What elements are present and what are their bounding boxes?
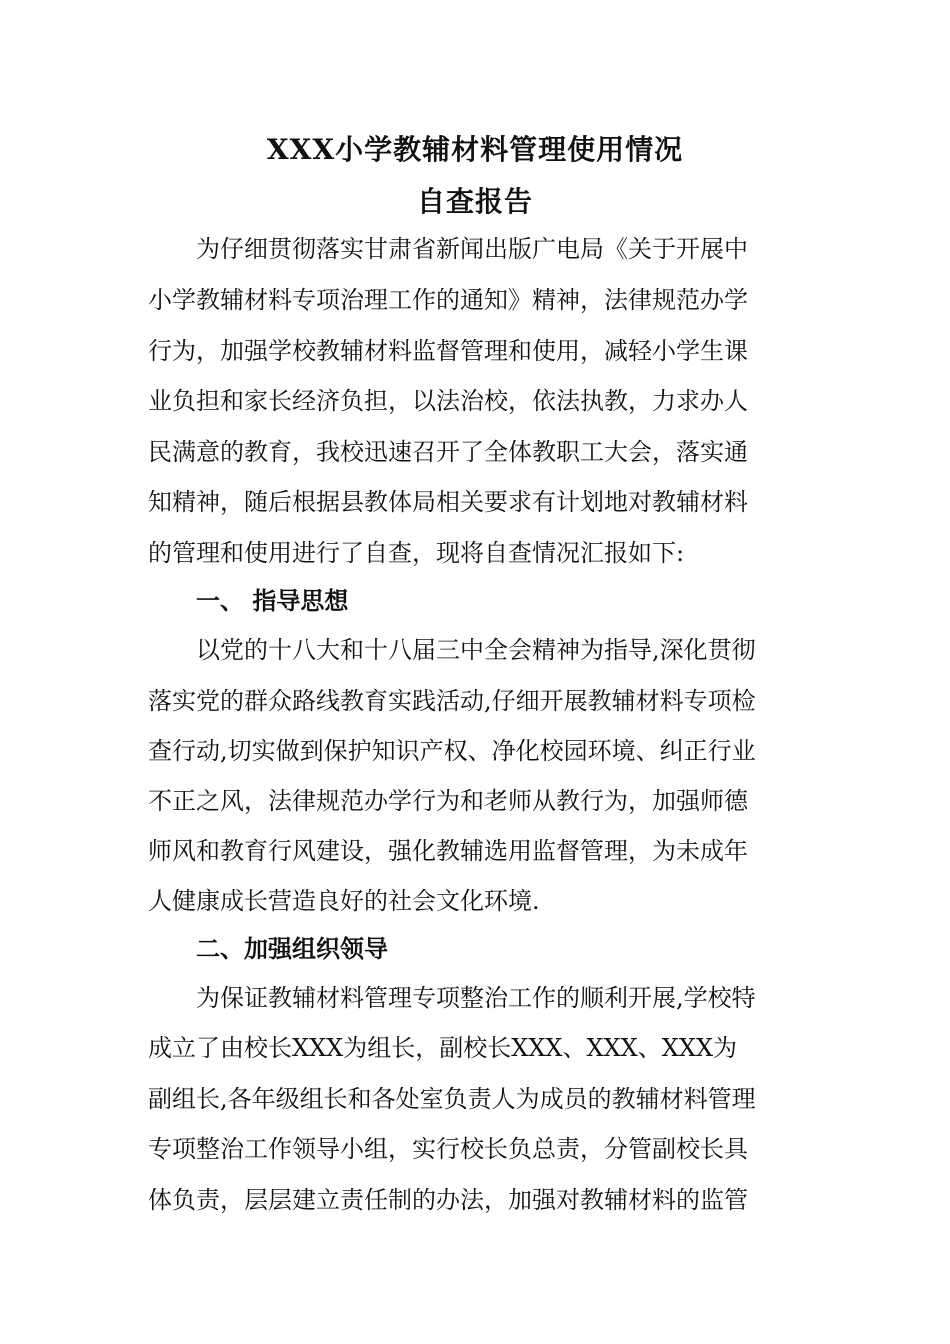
section-line: 体负责，层层建立责任制的办法，加强对教辅材料的监管 [148,1186,748,1214]
section-line: 不正之风，法律规范办学行为和老师从教行为，加强师德 [148,787,748,815]
section-line: 成立了由校长XXX为组长，副校长XXX、XXX、XXX为 [148,1034,738,1062]
section-line: 以党的十八大和十八届三中全会精神为指导,深化贯彻 [196,636,756,664]
intro-line: 知精神，随后根据县教体局相关要求有计划地对教辅材料 [148,488,748,516]
section-line: 副组长,各年级组长和各处室负责人为成员的教辅材料管理 [148,1085,756,1113]
intro-line: 为仔细贯彻落实甘肃省新闻出版广电局《关于开展中 [196,235,748,263]
section-line: 专项整治工作领导小组，实行校长负总责，分管副校长具 [148,1135,748,1163]
intro-line: 的管理和使用进行了自查，现将自查情况汇报如下: [148,539,685,567]
section-heading: 二、加强组织领导 [196,934,388,963]
intro-line: 小学教辅材料专项治理工作的通知》精神，法律规范办学 [148,286,748,314]
intro-line: 民满意的教育，我校迅速召开了全体教职工大会，落实通 [148,438,748,466]
intro-line: 业负担和家长经济负担，以法治校，依法执教，力求办人 [148,387,748,415]
section-line: 人健康成长营造良好的社会文化环境. [148,887,540,915]
document-title: XXX小学教辅材料管理使用情况 [266,133,684,166]
section-line: 为保证教辅材料管理专项整治工作的顺利开展,学校特 [196,984,756,1012]
section-line: 落实党的群众路线教育实践活动,仔细开展教辅材料专项检 [148,687,756,715]
section-line: 师风和教育行风建设，强化教辅选用监督管理，为未成年 [148,837,748,865]
section-line: 查行动,切实做到保护知识产权、净化校园环境、纠正行业 [148,737,756,765]
section-heading: 一、 指导思想 [196,586,349,615]
intro-line: 行为，加强学校教辅材料监督管理和使用，减轻小学生课 [148,337,748,365]
document-subtitle: 自查报告 [416,185,533,218]
